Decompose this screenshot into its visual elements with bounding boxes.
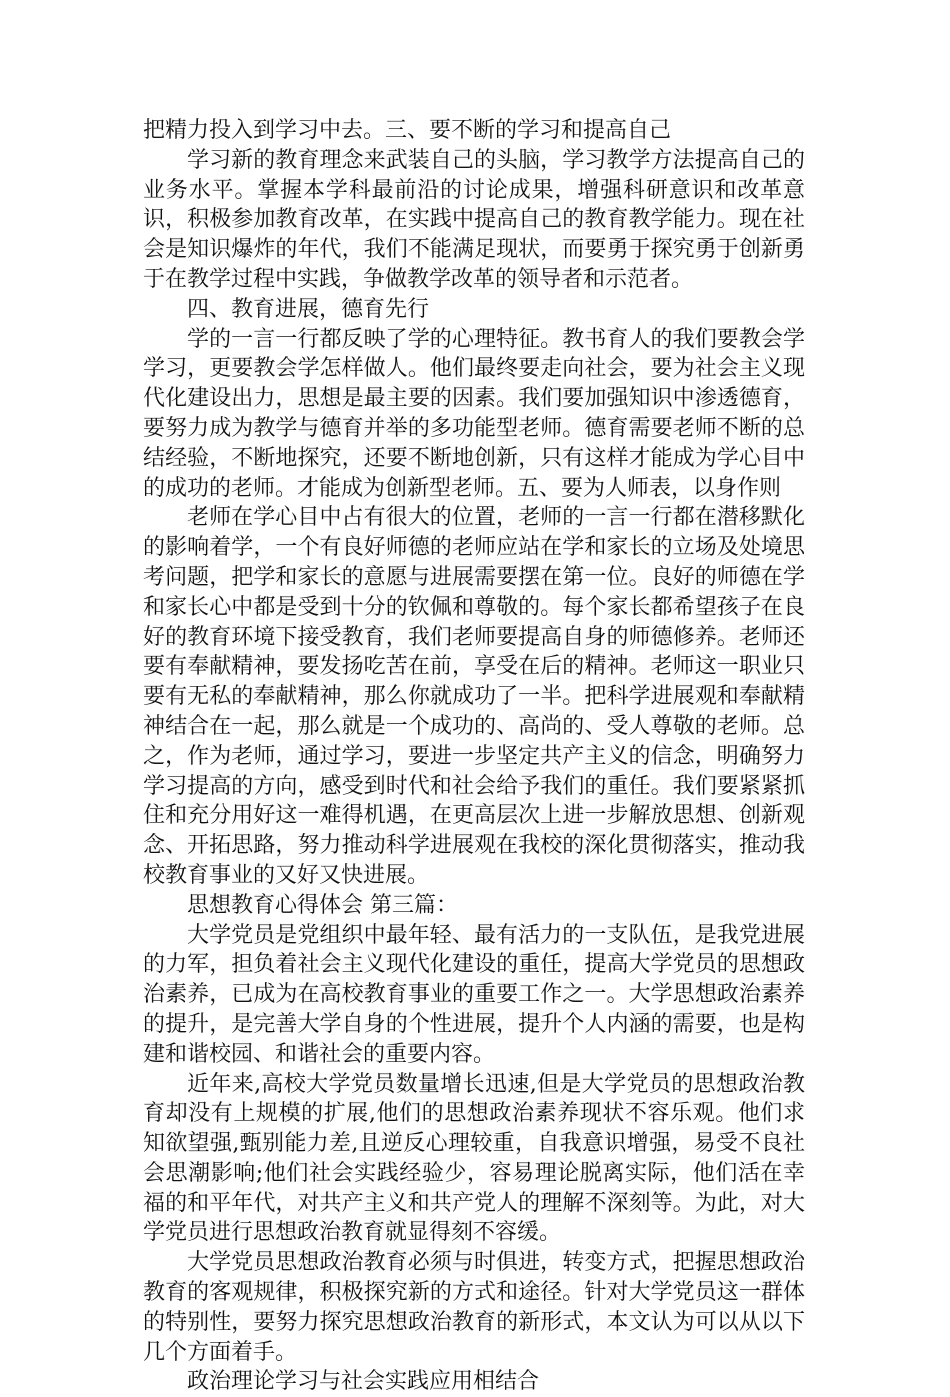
section-heading-4: 四、教育进展，德育先行: [187, 296, 430, 322]
paragraph-5: 大学党员是党组织中最年轻、最有活力的一支队伍，是我党进展的力军，担负着社会主义现代化建设的重任，提高大学党员的思想政治素养，已成为在高校教育事业的重要工作之一。大学思想政治素养的提升，是完善大学自身的个性进展，提升个人内涵的需要，也是构建和谐校园、和谐社会的重要内容。: [143, 922, 805, 1067]
paragraph-2: 学习新的教育理念来武装自己的头脑，学习教学方法提高自己的业务水平。掌握本学科最前沿的讨论成果，增强科研意识和改革意识，积极参加教育改革，在实践中提高自己的教育教学能力。现在社会是知识爆炸的年代，我们不能满足现状，而要勇于探究勇于创新勇于在教学过程中实践，争做教学改革的领导者和示范者。: [143, 147, 805, 292]
paragraph-7: 大学党员思想政治教育必须与时俱进，转变方式，把握思想政治教育的客观规律，积极探究新的方式和途径。针对大学党员这一群体的特别性，要努力探究思想政治教育的新形式，本文认为可以从以下几个方面着手。: [143, 1250, 805, 1365]
subheading-theory-practice: 政治理论学习与社会实践应用相结合: [187, 1369, 540, 1395]
document-page: [143, 116, 805, 1397]
part-heading-3: 思想教育心得体会 第三篇：: [187, 892, 458, 918]
paragraph-4: 老师在学心目中占有很大的位置，老师的一言一行都在潜移默化的影响着学，一个有良好师德的老师应站在学和家长的立场及处境思考问题，把学和家长的意愿与进展需要摆在第一位。良好的师德在学和家长心中都是受到十分的钦佩和尊敬的。每个家长都希望孩子在良好的教育环境下接受教育，我们老师要提高自身的师德修养。老师还要有奉献精神，要发扬吃苦在前，享受在后的精神。老师这一职业只要有无私的奉献精神，那么你就成功了一半。把科学进展观和奉献精神结合在一起，那么就是一个成功的、高尚的、受人尊敬的老师。总之，作为老师，通过学习，要进一步坚定共产主义的信念，明确努力学习提高的方向，感受到时代和社会给予我们的重任。我们要紧紧抓住和充分用好这一难得机遇，在更高层次上进一步解放思想、创新观念、开拓思路，努力推动科学进展观在我校的深化贯彻落实，推动我校教育事业的又好又快进展。: [143, 505, 805, 888]
paragraph-3: 学的一言一行都反映了学的心理特征。教书育人的我们要教会学学习，更要教会学怎样做人。他们最终要走向社会，要为社会主义现代化建设出力，思想是最主要的因素。我们要加强知识中渗透德育，要努力成为教学与德育并举的多功能型老师。德育需要老师不断的总结经验，不断地探究，还要不断地创新，只有这样才能成为学心目中的成功的老师。才能成为创新型老师。五、要为人师表，以身作则: [143, 326, 805, 501]
paragraph-1: 把精力投入到学习中去。三、要不断的学习和提高自己: [143, 118, 672, 143]
paragraph-6: 近年来,高校大学党员数量增长迅速,但是大学党员的思想政治教育却没有上规模的扩展,他们的思想政治素养现状不容乐观。他们求知欲望强,甄别能力差,且逆反心理较重，自我意识增强，易受不良社会思潮影响;他们社会实践经验少，容易理论脱离实际，他们活在幸福的和平年代，对共产主义和共产党人的理解不深刻等。为此，对大学党员进行思想政治教育就显得刻不容缓。: [143, 1071, 805, 1246]
